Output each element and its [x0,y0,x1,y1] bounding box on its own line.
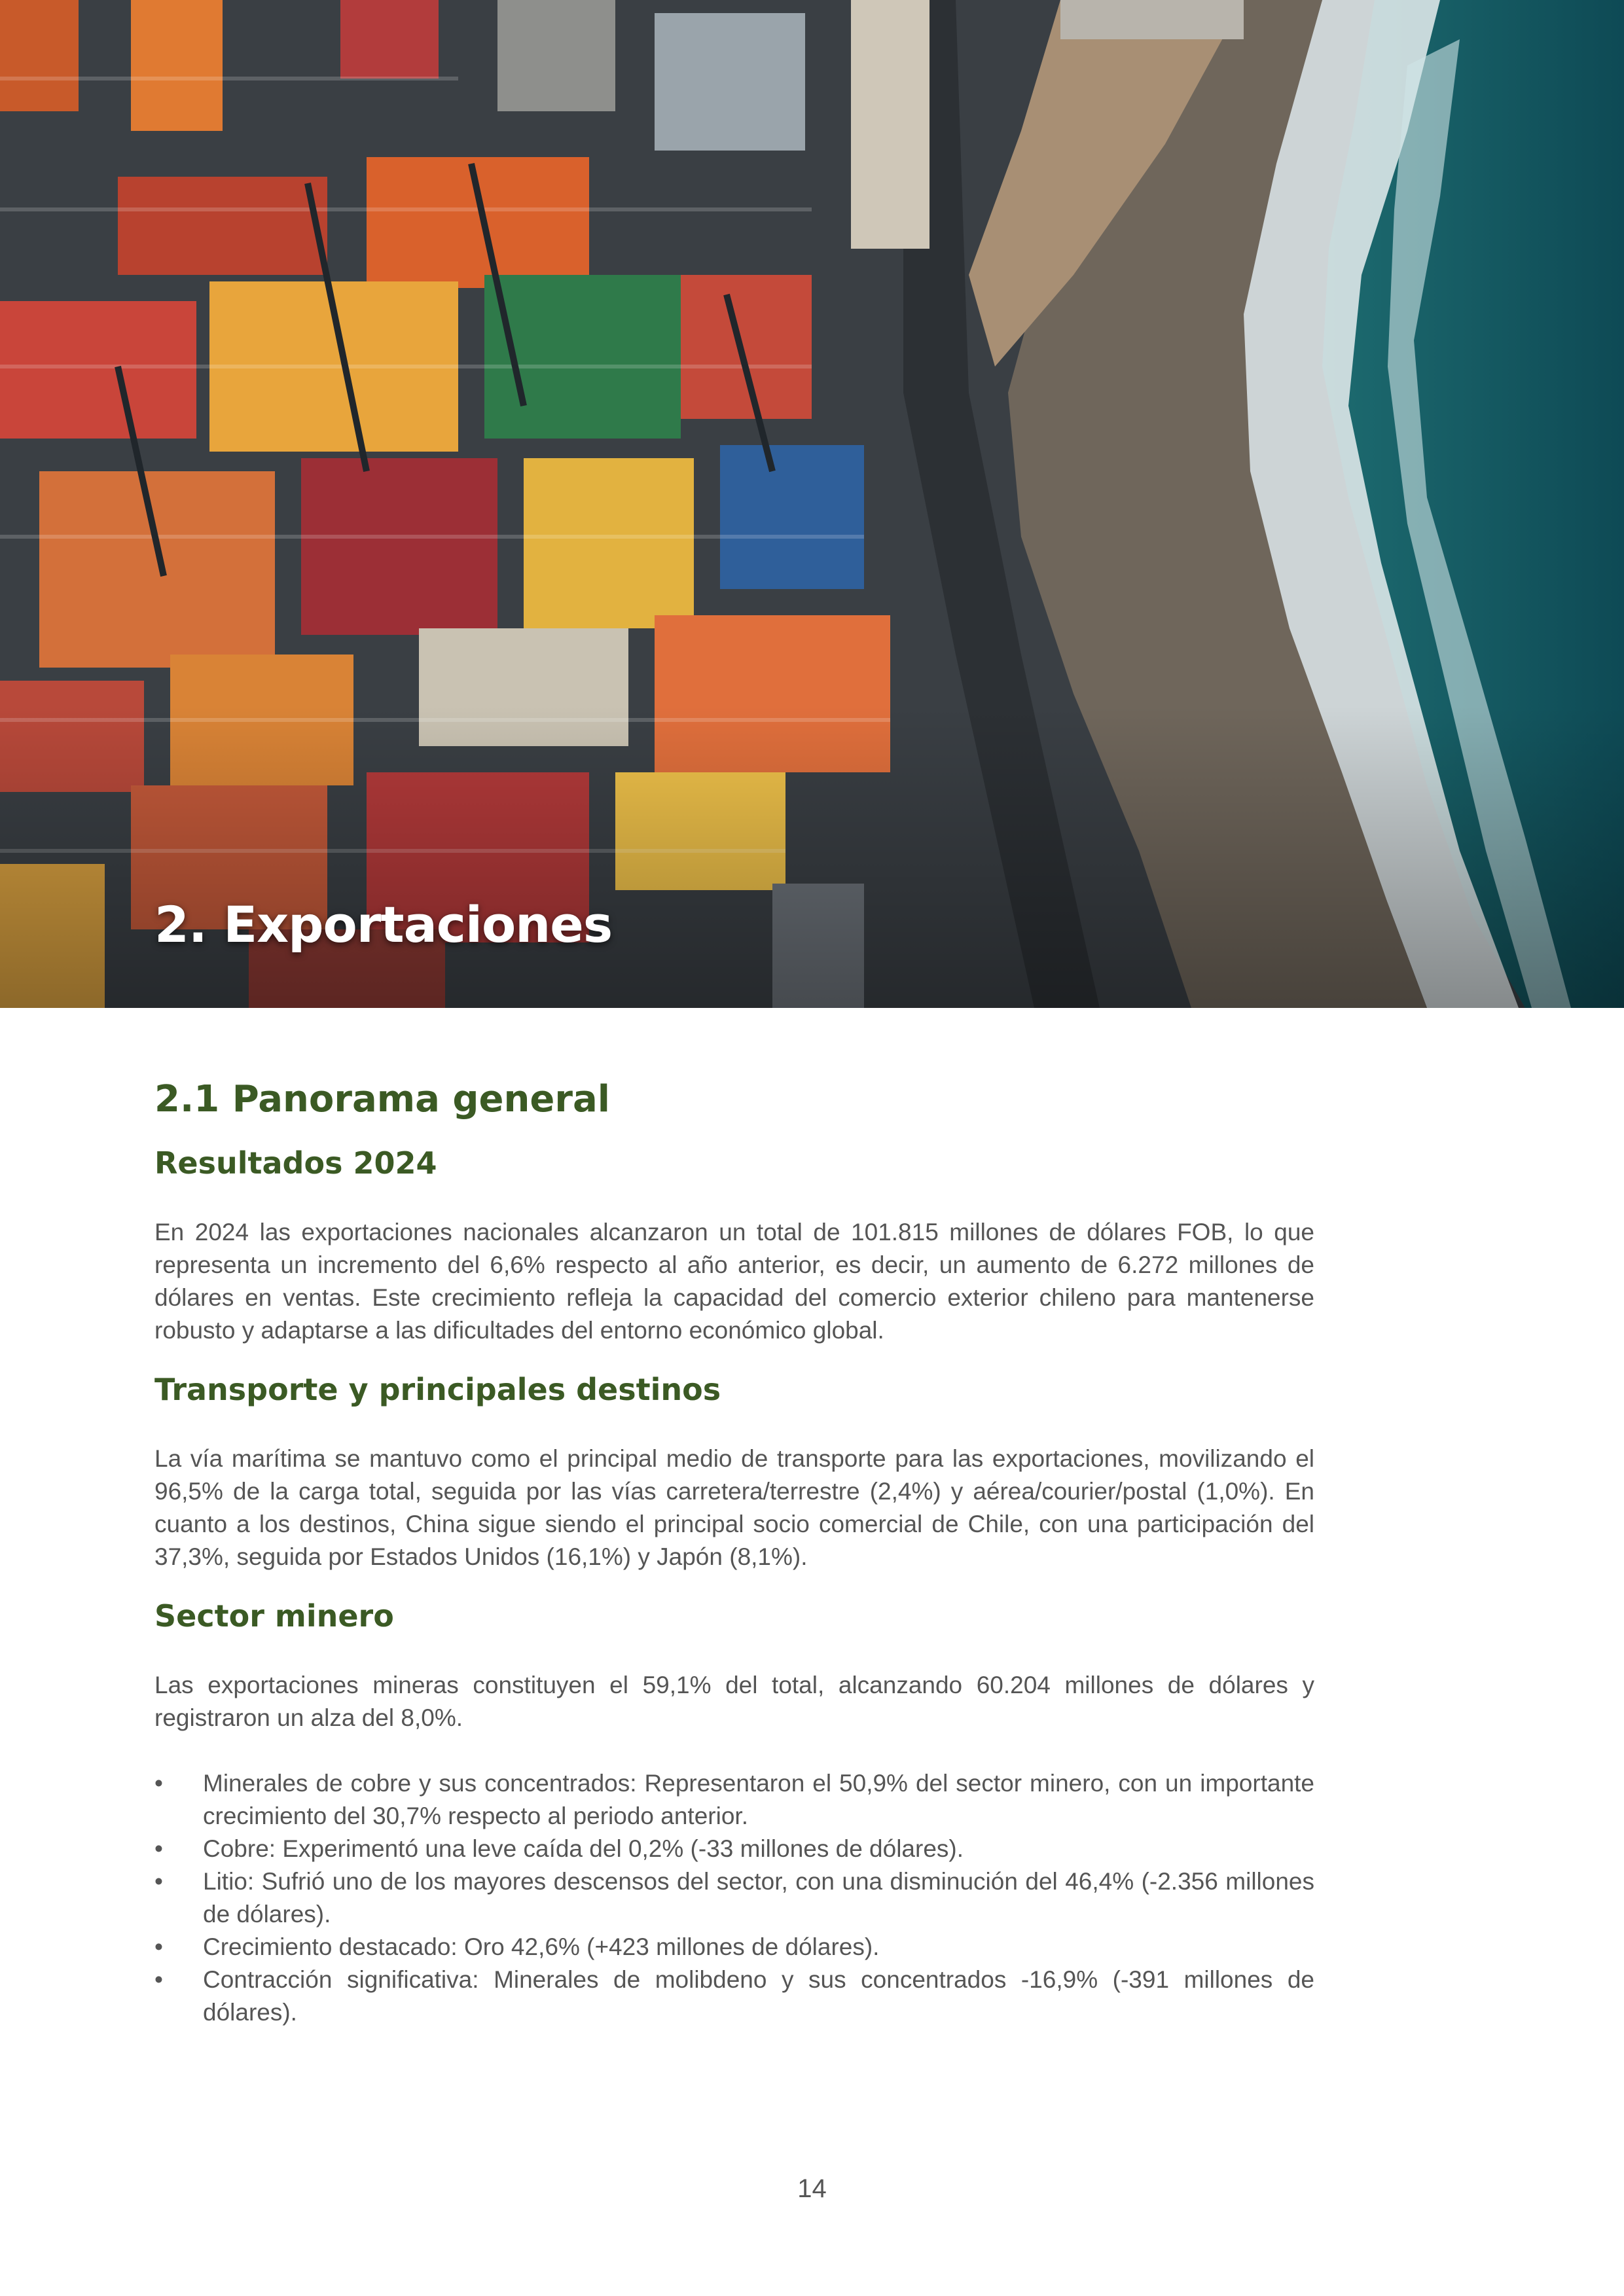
subsection-title-sector-minero: Sector minero [154,1598,394,1634]
paragraph-transporte: La vía marítima se mantuvo como el principal medio de transporte para las exportaciones, movilizando el 96,5% de la carga total, seguida por las vías carretera/terrestre (2,4%) y aérea/courier/postal (1,0%). En cuanto a los destinos, China sigue siendo el principal socio comercial de Chile, con una participación del 37,3%, seguida por Estados Unidos (16,1%) y Japón (8,1%). [154,1445,1314,1570]
subsection-title-resultados: Resultados 2024 [154,1145,437,1181]
paragraph-sector-minero: Las exportaciones mineras constituyen el 59,1% del total, alcanzando 60.204 millones de dólares y registraron un alza del 8,0%. [154,1672,1314,1731]
bullet-icon: • [154,1835,163,1862]
bullet-icon: • [154,1868,163,1895]
paragraph-resultados: En 2024 las exportaciones nacionales alcanzaron un total de 101.815 millones de dólares FOB, lo que representa un incremento del 6,6% respecto al año anterior, es decir, un aumento de 6.272 millones de dólares en ventas. Este crecimiento refleja la capacidad del comercio exterior chileno para mantenerse robusto y adaptarse a las dificultades del entorno económico global. [154,1219,1314,1344]
main-content [154,1078,1314,2029]
bullet-icon: • [154,1966,163,1993]
list-item [154,1964,1314,2029]
list-item-text: Crecimiento destacado: Oro 42,6% (+423 millones de dólares). [203,1933,880,1960]
list-item-text: Cobre: Experimentó una leve caída del 0,2% (-33 millones de dólares). [203,1835,964,1862]
bullet-icon: • [154,1933,163,1960]
bullet-icon: • [154,1770,163,1797]
chapter-title: 2. Exportaciones [154,895,613,954]
list-item [154,1931,1314,1964]
hero-banner [0,0,1624,1008]
list-item-text: Minerales de cobre y sus concentrados: Representaron el 50,9% del sector minero, con un importante crecimiento del 30,7% respecto al periodo anterior. [203,1770,1314,1829]
list-item-text: Contracción significativa: Minerales de molibdeno y sus concentrados -16,9% (-391 millones de dólares). [203,1966,1314,2026]
hero-port-image [0,0,1624,1008]
page-number: 14 [797,2174,827,2203]
bullet-list-sector-minero [154,1767,1314,2029]
list-item [154,1833,1314,1865]
list-item-text: Litio: Sufrió uno de los mayores descensos del sector, con una disminución del 46,4% (-2.356 millones de dólares). [203,1868,1314,1928]
list-item [154,1865,1314,1931]
subsection-title-transporte: Transporte y principales destinos [154,1372,721,1407]
list-item [154,1767,1314,1833]
section-title: 2.1 Panorama general [154,1078,610,1121]
